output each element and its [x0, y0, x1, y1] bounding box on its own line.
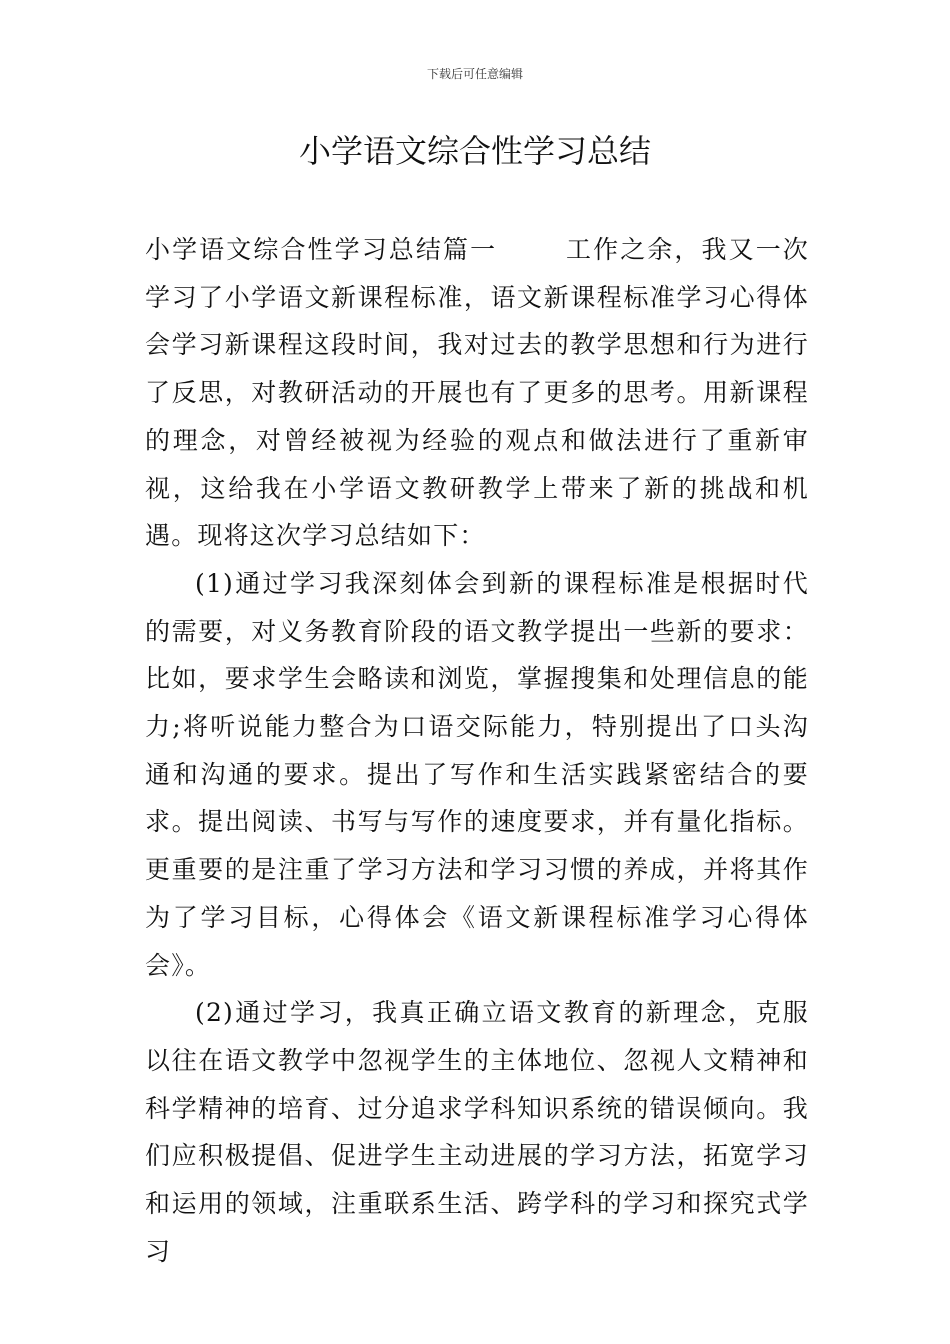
- document-title: 小学语文综合性学习总结: [298, 132, 651, 170]
- document-body: [145, 226, 809, 1275]
- header-note: 下载后可任意编辑: [426, 67, 523, 81]
- paragraph-3: (2)通过学习，我真正确立语文教育的新理念，克服以往在语文教学中忽视学生的主体地位、忽视人文精神和科学精神的培育、过分追求学科知识系统的错误倾向。我们应积极提倡、促进学生主动进展的学习方法，拓宽学习和运用的领域，注重联系生活、跨学科的学习和探究式学习: [145, 998, 809, 1266]
- paragraph-1: [145, 226, 809, 560]
- paragraph-1-text: 工作之余，我又一次学习了小学语文新课程标准，语文新课程标准学习心得体会学习新课程这段时间，我对过去的教学思想和行为进行了反思，对教研活动的开展也有了更多的思考。用新课程的理念，对曾经被视为经验的观点和做法进行了重新审视，这给我在小学语文教研教学上带来了新的挑战和机遇。现将这次学习总结如下：: [145, 235, 809, 551]
- paragraph-1-lead: 小学语文综合性学习总结篇一: [145, 235, 498, 264]
- paragraph-2: (1)通过学习我深刻体会到新的课程标准是根据时代的需要，对义务教育阶段的语文教学提出一些新的要求：比如，要求学生会略读和浏览，掌握搜集和处理信息的能力;将听说能力整合为口语交际能力，特别提出了口头沟通和沟通的要求。提出了写作和生活实践紧密结合的要求。提出阅读、书写与写作的速度要求，并有量化指标。更重要的是注重了学习方法和学习习惯的养成，并将其作为了学习目标，心得体会《语文新课程标准学习心得体会》。: [145, 568, 809, 980]
